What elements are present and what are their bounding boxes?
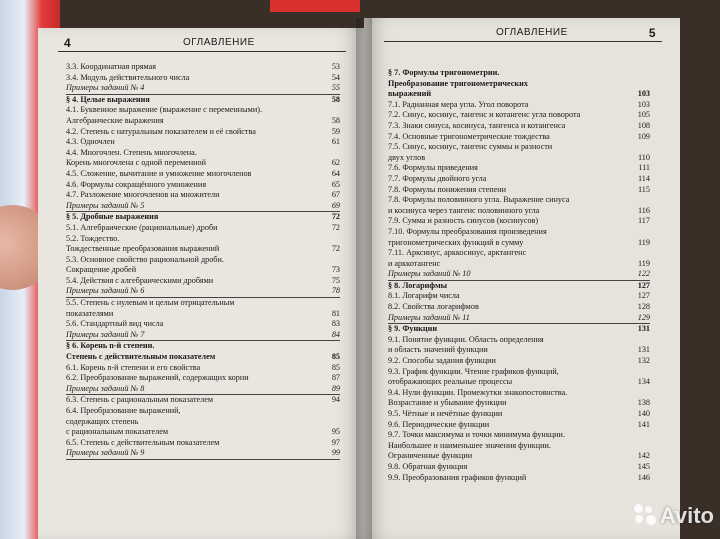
toc-entry-title: и арккотангенс (388, 258, 441, 268)
toc-page-number: 145 (637, 461, 650, 471)
toc-row (66, 234, 340, 245)
toc-page-number: 64 (331, 168, 340, 178)
toc-entry-title: 7.11. Арксинус, арккосинус, арктангенс (388, 248, 527, 258)
toc-row (388, 302, 650, 313)
section-heading (388, 281, 650, 292)
toc-entry-title: 7.3. Знаки синуса, косинуса, тангенса и котангенса (388, 120, 566, 130)
book-cover-top (270, 0, 360, 12)
toc-page-number: 105 (637, 110, 650, 120)
examples-row (388, 313, 650, 324)
toc-page-number: 131 (637, 345, 650, 355)
toc-page-number: 108 (637, 120, 650, 130)
toc-page-number: 65 (331, 179, 340, 189)
toc-page-number: 85 (331, 362, 340, 372)
left-header-title: ОГЛАВЛЕНИЕ (183, 37, 255, 48)
toc-page-number: 114 (638, 173, 650, 183)
toc-entry-title: Примеры заданий № 7 (66, 329, 145, 339)
toc-row (66, 158, 340, 169)
toc-page-number: 67 (331, 190, 340, 200)
toc-row (66, 427, 340, 438)
toc-entry-title: § 5. Дробные выражения (66, 212, 159, 222)
toc-entry-title: 3.4. Модуль действительного числа (66, 72, 190, 82)
toc-row (388, 110, 650, 121)
toc-row (388, 420, 650, 431)
toc-entry-title: 7.5. Синус, косинус, тангенс суммы и разности (388, 142, 553, 152)
right-header-rule (384, 41, 662, 42)
toc-row (388, 163, 650, 174)
toc-page-number: 81 (331, 308, 340, 318)
avito-logo-icon (634, 504, 656, 526)
toc-page-number: 54 (331, 72, 340, 82)
toc-entry-title: 6.2. Преобразование выражений, содержащих корни (66, 373, 249, 383)
toc-row (388, 367, 650, 378)
toc-page-number: 85 (331, 352, 340, 362)
toc-entry-title: 4.7. Разложение многочленов на множители (66, 190, 220, 200)
toc-row (66, 309, 340, 320)
toc-page-number: 72 (331, 212, 340, 222)
toc-row (66, 223, 340, 234)
toc-entry-title: Примеры заданий № 9 (66, 448, 145, 458)
toc-page-number: 129 (637, 312, 650, 322)
toc-entry-title: 4.6. Формулы сокращённого умножения (66, 179, 207, 189)
toc-row (66, 127, 340, 138)
section-heading (388, 79, 650, 90)
toc-page-number: 69 (331, 200, 340, 210)
toc-entry-title: Наибольшее и наименьшее значения функции. (388, 440, 551, 450)
right-header-title: ОГЛАВЛЕНИЕ (496, 27, 568, 38)
toc-row (388, 142, 650, 153)
toc-entry-title: показателями (66, 308, 114, 318)
toc-row (66, 417, 340, 428)
left-page-header (38, 36, 364, 52)
toc-page-number: 127 (637, 291, 650, 301)
toc-row (66, 148, 340, 159)
toc-page-number: 78 (331, 286, 340, 296)
examples-row (66, 201, 340, 212)
toc-row (388, 153, 650, 164)
toc-page-number: 128 (637, 302, 650, 312)
toc-entry-title: Примеры заданий № 10 (388, 269, 471, 279)
toc-entry-title: Ограниченные функции (388, 451, 473, 461)
toc-page-number: 117 (638, 216, 650, 226)
toc-row (388, 451, 650, 462)
toc-entry-title: Примеры заданий № 8 (66, 383, 145, 393)
toc-page-number: 115 (638, 184, 650, 194)
toc-row (388, 356, 650, 367)
toc-page-number: 59 (331, 126, 340, 136)
toc-entry-title: 6.5. Степень с действительным показателем (66, 437, 220, 447)
toc-page-number: 75 (331, 275, 340, 285)
toc-row (388, 259, 650, 270)
toc-entry-title: 5.3. Основное свойство рациональной дроби. (66, 254, 224, 264)
toc-page-number: 58 (331, 94, 340, 104)
toc-page-number: 132 (637, 356, 650, 366)
toc-row (66, 438, 340, 449)
toc-page-number: 111 (638, 163, 650, 173)
section-heading (66, 341, 340, 352)
toc-row (388, 377, 650, 388)
toc-row (66, 190, 340, 201)
right-toc-list (388, 68, 650, 483)
toc-page-number: 110 (638, 152, 650, 162)
examples-row (66, 448, 340, 459)
toc-row (388, 473, 650, 484)
toc-entry-title: 9.3. График функции. Чтение графиков функций, (388, 366, 559, 376)
toc-row (388, 185, 650, 196)
toc-page-number: 119 (638, 258, 650, 268)
toc-entry-title: 7.4. Основные тригонометрические тождества (388, 131, 550, 141)
toc-row (388, 441, 650, 452)
toc-entry-title: 7.9. Сумма и разность синусов (косинусов) (388, 216, 539, 226)
left-toc-list (66, 62, 340, 460)
toc-entry-title: 5.5. Степень с нулевым и целым отрицательным (66, 298, 235, 308)
toc-page-number: 94 (331, 395, 340, 405)
toc-row (66, 406, 340, 417)
toc-row (388, 216, 650, 227)
toc-row (388, 462, 650, 473)
toc-page-number: 72 (331, 244, 340, 254)
toc-row (66, 169, 340, 180)
toc-row (388, 345, 650, 356)
examples-row (388, 269, 650, 280)
toc-entry-title: § 4. Целые выражения (66, 94, 150, 104)
section-heading (388, 324, 650, 335)
toc-page-number: 89 (331, 383, 340, 393)
toc-row (66, 255, 340, 266)
toc-entry-title: 9.5. Чётные и нечётные функции (388, 409, 503, 418)
right-page-number: 5 (648, 26, 656, 40)
toc-entry-title: 4.4. Многочлен. Степень многочлена. (66, 147, 197, 157)
toc-page-number: 84 (331, 329, 340, 339)
toc-row (66, 276, 340, 287)
toc-entry-title: 9.1. Понятие функции. Область определения (388, 334, 544, 344)
toc-entry-title: 9.4. Нули функции. Промежутки знакопостоянства. (388, 387, 568, 397)
watermark-text: Avito (659, 503, 714, 528)
toc-entry-title: с рациональным показателем (66, 427, 169, 437)
toc-row (66, 62, 340, 73)
examples-row (66, 330, 340, 341)
toc-entry-title: Преобразование тригонометрических (388, 78, 528, 88)
toc-row (388, 409, 650, 420)
toc-entry-title: 4.2. Степень с натуральным показателем и её свойства (66, 126, 256, 136)
toc-row (388, 388, 650, 399)
toc-entry-title: 8.1. Логарифм числа (388, 291, 460, 301)
toc-entry-title: и косинуса через тангенс половинного угла (388, 205, 540, 215)
toc-entry-title: Алгебраические выражения (66, 115, 164, 125)
toc-entry-title: 3.3. Координатная прямая (66, 62, 157, 71)
toc-entry-title: Степень с действительным показателем (66, 352, 216, 362)
toc-row (388, 174, 650, 185)
toc-entry-title: выражений (388, 89, 432, 99)
toc-entry-title: 4.3. Одночлен (66, 137, 115, 147)
toc-entry-title: тригонометрических функций в сумму (388, 237, 524, 247)
toc-entry-title: отображающих реальные процессы (388, 377, 513, 387)
section-heading (388, 89, 650, 100)
toc-entry-title: Возрастание и убывание функции (388, 398, 507, 408)
toc-page-number: 131 (637, 324, 650, 334)
toc-page-number: 146 (637, 472, 650, 482)
toc-page-number: 116 (638, 205, 650, 215)
toc-entry-title: 6.3. Степень с рациональным показателем (66, 395, 214, 405)
toc-entry-title: 6.1. Корень n-й степени и его свойства (66, 362, 201, 372)
toc-row (66, 265, 340, 276)
toc-page-number: 83 (331, 319, 340, 329)
toc-entry-title: § 6. Корень n-й степени. (66, 341, 155, 351)
toc-page-number: 73 (331, 265, 340, 275)
toc-row (66, 180, 340, 191)
toc-entry-title: 5.1. Алгебраические (рациональные) дроби (66, 222, 218, 232)
toc-page-number: 103 (637, 89, 650, 99)
toc-entry-title: 7.2. Синус, косинус, тангенс и котангенс угла поворота (388, 110, 581, 120)
toc-page-number: 138 (637, 398, 650, 408)
toc-row (66, 395, 340, 406)
toc-page-number: 140 (637, 409, 650, 418)
toc-row (388, 248, 650, 259)
toc-row (388, 121, 650, 132)
toc-page-number: 109 (637, 131, 650, 141)
right-page-header (364, 26, 680, 42)
toc-page-number: 99 (331, 448, 340, 458)
toc-entry-title: 5.6. Стандартный вид числа (66, 319, 164, 329)
toc-row (388, 227, 650, 238)
toc-page-number: 72 (331, 222, 340, 232)
toc-page-number: 97 (331, 437, 340, 447)
toc-entry-title: и область значений функции (388, 345, 488, 355)
toc-row (66, 116, 340, 127)
toc-entry-title: 9.2. Способы задания функции (388, 356, 496, 366)
toc-page-number: 55 (331, 83, 340, 93)
toc-page-number: 95 (331, 427, 340, 437)
toc-entry-title: 9.6. Периодические функции (388, 419, 490, 429)
toc-page-number: 119 (638, 237, 650, 247)
toc-row (388, 195, 650, 206)
toc-entry-title: 7.7. Формулы двойного угла (388, 173, 487, 183)
toc-entry-title: Сокращение дробей (66, 265, 137, 275)
toc-entry-title: 5.4. Действия с алгебраическими дробями (66, 275, 214, 285)
toc-entry-title: Примеры заданий № 11 (388, 312, 470, 322)
toc-entry-title: § 9. Функции (388, 324, 438, 334)
toc-row (388, 430, 650, 441)
toc-row (388, 238, 650, 249)
toc-entry-title: 4.5. Сложение, вычитание и умножение многочленов (66, 168, 252, 178)
toc-entry-title: Примеры заданий № 6 (66, 286, 145, 296)
toc-entry-title: Тождественные преобразования выражений (66, 244, 220, 254)
toc-row (388, 291, 650, 302)
toc-row (66, 137, 340, 148)
toc-entry-title: двух углов (388, 152, 426, 162)
section-heading (66, 95, 340, 106)
toc-page-number: 53 (331, 62, 340, 71)
watermark (634, 503, 714, 529)
toc-row (66, 105, 340, 116)
examples-row (66, 286, 340, 297)
toc-page-number: 58 (331, 115, 340, 125)
examples-row (66, 384, 340, 395)
toc-page-number: 61 (331, 137, 340, 147)
toc-entry-title: 7.8. Формулы понижения степени (388, 184, 507, 194)
toc-row (388, 206, 650, 217)
book-spine (356, 18, 372, 539)
toc-entry-title: содержащих степень (66, 416, 139, 426)
toc-row (66, 244, 340, 255)
toc-entry-title: 6.4. Преобразование выражений, (66, 406, 181, 415)
toc-page-number: 122 (637, 269, 650, 279)
toc-entry-title: 9.7. Точки максимума и точки минимума функции. (388, 430, 565, 440)
toc-entry-title: 7.10. Формулы преобразования произведения (388, 226, 547, 236)
toc-entry-title: 5.2. Тождество. (66, 233, 120, 243)
toc-page-number: 134 (637, 377, 650, 387)
toc-entry-title: 7.6. Формулы приведения (388, 163, 478, 173)
section-heading (66, 352, 340, 363)
section-heading (388, 68, 650, 79)
toc-row (388, 335, 650, 346)
toc-entry-title: 8.2. Свойства логарифмов (388, 302, 479, 312)
toc-row (66, 73, 340, 84)
toc-row (66, 363, 340, 374)
toc-entry-title: Примеры заданий № 4 (66, 83, 145, 93)
toc-entry-title: 7.8. Формулы половинного угла. Выражение синуса (388, 195, 570, 205)
toc-row (388, 100, 650, 111)
divider (66, 459, 340, 460)
toc-entry-title: 7.1. Радианная мера угла. Угол поворота (388, 99, 529, 109)
toc-row (388, 132, 650, 143)
toc-page-number: 62 (331, 158, 340, 168)
toc-entry-title: 4.1. Буквенное выражение (выражение с переменными). (66, 105, 262, 115)
toc-page-number: 127 (637, 280, 650, 290)
toc-entry-title: 9.8. Обратная функция (388, 461, 468, 471)
toc-row (66, 373, 340, 384)
left-page (38, 28, 364, 539)
toc-row (66, 319, 340, 330)
left-header-rule (58, 51, 346, 52)
toc-entry-title: § 7. Формулы тригонометрии. (388, 68, 500, 77)
section-heading (66, 212, 340, 223)
toc-page-number: 103 (637, 99, 650, 109)
toc-entry-title: § 8. Логарифмы (388, 280, 448, 290)
toc-row (388, 398, 650, 409)
toc-page-number: 87 (331, 373, 340, 383)
left-page-number: 4 (64, 36, 72, 50)
toc-page-number: 141 (637, 419, 650, 429)
right-page (364, 18, 680, 539)
toc-entry-title: Корень многочлена с одной переменной (66, 158, 207, 168)
toc-entry-title: Примеры заданий № 5 (66, 200, 145, 210)
examples-row (66, 83, 340, 94)
toc-row (66, 298, 340, 309)
toc-page-number: 142 (637, 451, 650, 461)
toc-entry-title: 9.9. Преобразования графиков функций (388, 472, 527, 482)
